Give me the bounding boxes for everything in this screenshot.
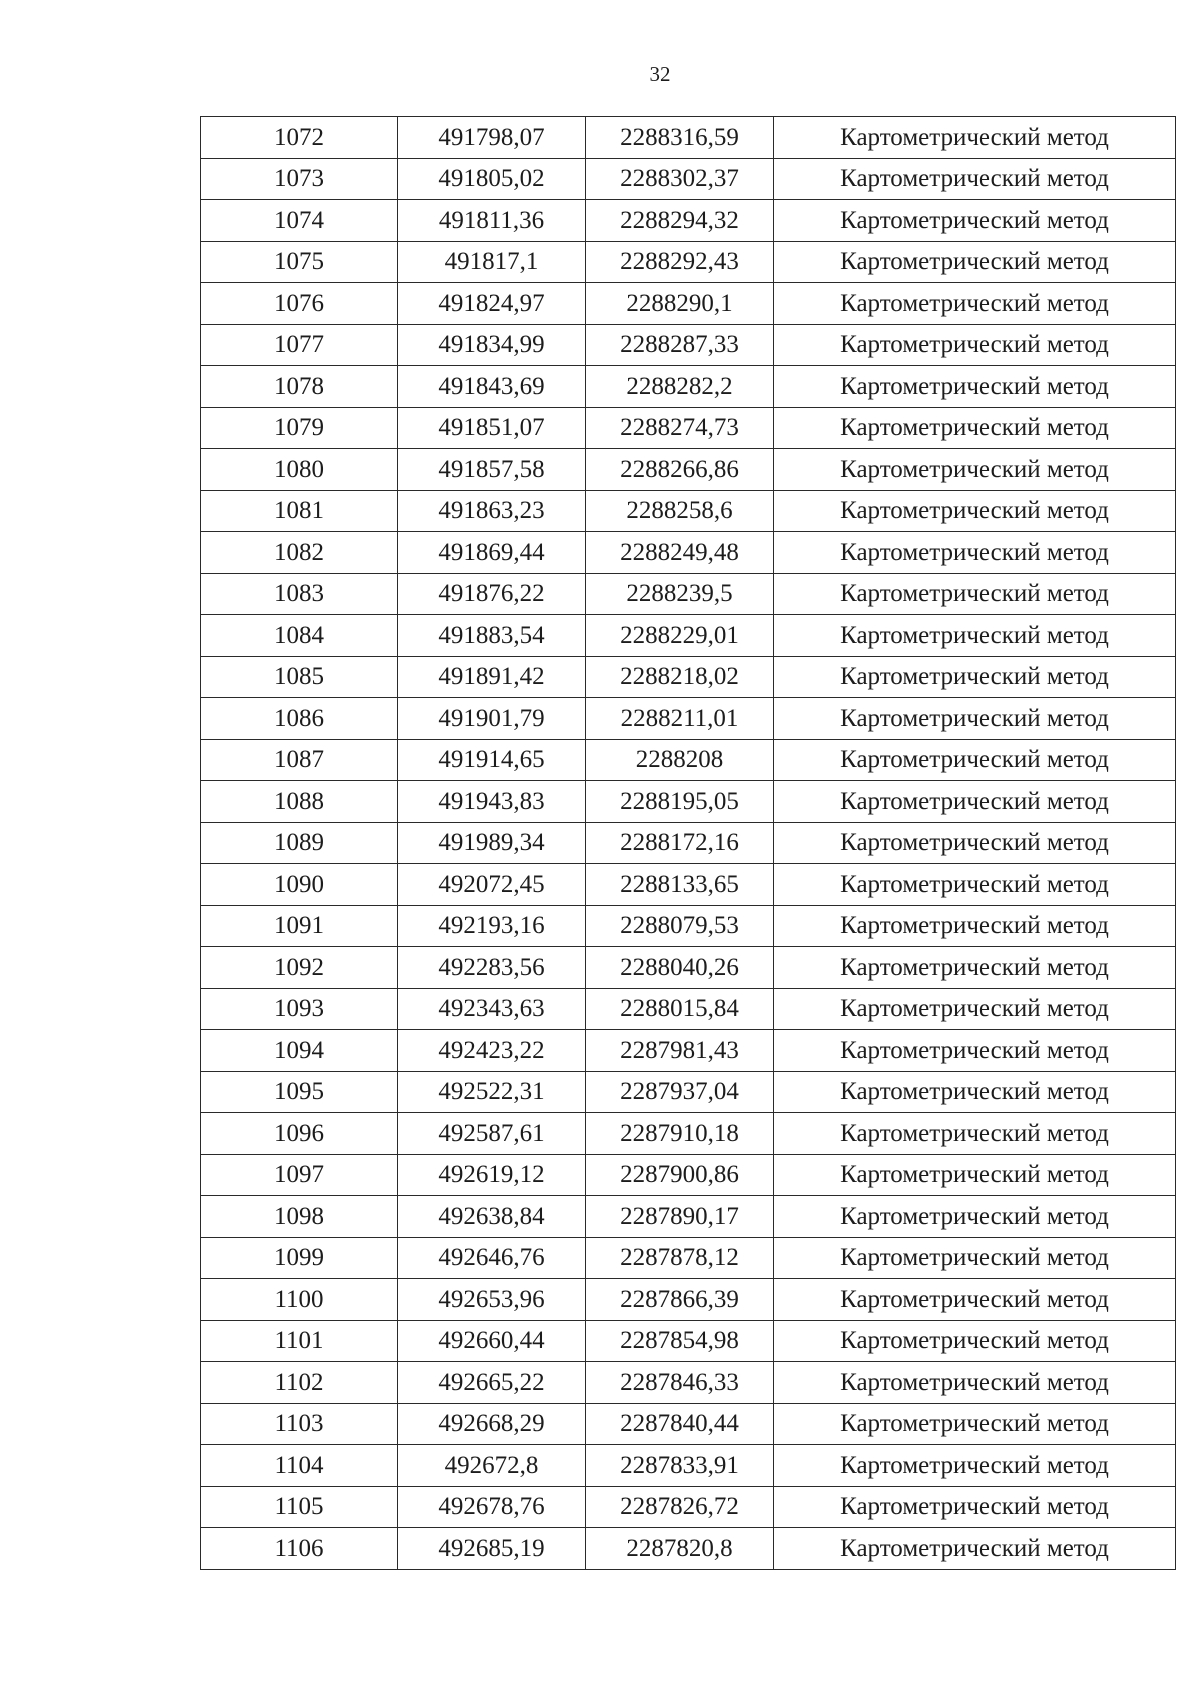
table-row — [201, 573, 1176, 615]
point-number-cell: 1092 — [201, 947, 398, 989]
y-coordinate-cell: 2287840,44 — [586, 1403, 774, 1445]
x-coordinate-cell: 492668,29 — [398, 1403, 586, 1445]
x-coordinate-cell: 492343,63 — [398, 988, 586, 1030]
x-coordinate-cell: 492619,12 — [398, 1154, 586, 1196]
method-cell: Картометрический метод — [774, 947, 1176, 989]
method-cell: Картометрический метод — [774, 407, 1176, 449]
y-coordinate-cell: 2288287,33 — [586, 324, 774, 366]
point-number-cell: 1076 — [201, 283, 398, 325]
coordinates-table — [200, 116, 1176, 1570]
x-coordinate-cell: 492685,19 — [398, 1528, 586, 1570]
table-row — [201, 490, 1176, 532]
point-number-cell: 1096 — [201, 1113, 398, 1155]
table-row — [201, 905, 1176, 947]
x-coordinate-cell: 491914,65 — [398, 739, 586, 781]
x-coordinate-cell: 491811,36 — [398, 200, 586, 242]
y-coordinate-cell: 2288290,1 — [586, 283, 774, 325]
method-cell: Картометрический метод — [774, 158, 1176, 200]
method-cell: Картометрический метод — [774, 864, 1176, 906]
table-row — [201, 407, 1176, 449]
x-coordinate-cell: 492522,31 — [398, 1071, 586, 1113]
table-row — [201, 615, 1176, 657]
point-number-cell: 1077 — [201, 324, 398, 366]
x-coordinate-cell: 491817,1 — [398, 241, 586, 283]
x-coordinate-cell: 491883,54 — [398, 615, 586, 657]
point-number-cell: 1105 — [201, 1486, 398, 1528]
x-coordinate-cell: 492646,76 — [398, 1237, 586, 1279]
y-coordinate-cell: 2287878,12 — [586, 1237, 774, 1279]
y-coordinate-cell: 2287937,04 — [586, 1071, 774, 1113]
method-cell: Картометрический метод — [774, 988, 1176, 1030]
method-cell: Картометрический метод — [774, 1196, 1176, 1238]
point-number-cell: 1087 — [201, 739, 398, 781]
x-coordinate-cell: 491805,02 — [398, 158, 586, 200]
point-number-cell: 1084 — [201, 615, 398, 657]
x-coordinate-cell: 492665,22 — [398, 1362, 586, 1404]
table-row — [201, 1154, 1176, 1196]
point-number-cell: 1097 — [201, 1154, 398, 1196]
x-coordinate-cell: 491824,97 — [398, 283, 586, 325]
method-cell: Картометрический метод — [774, 739, 1176, 781]
table-row — [201, 1237, 1176, 1279]
x-coordinate-cell: 491869,44 — [398, 532, 586, 574]
y-coordinate-cell: 2287910,18 — [586, 1113, 774, 1155]
method-cell: Картометрический метод — [774, 532, 1176, 574]
point-number-cell: 1088 — [201, 781, 398, 823]
x-coordinate-cell: 491798,07 — [398, 117, 586, 159]
table-row — [201, 781, 1176, 823]
method-cell: Картометрический метод — [774, 1528, 1176, 1570]
x-coordinate-cell: 492672,8 — [398, 1445, 586, 1487]
x-coordinate-cell: 491891,42 — [398, 656, 586, 698]
point-number-cell: 1072 — [201, 117, 398, 159]
method-cell: Картометрический метод — [774, 781, 1176, 823]
method-cell: Картометрический метод — [774, 1279, 1176, 1321]
point-number-cell: 1102 — [201, 1362, 398, 1404]
point-number-cell: 1091 — [201, 905, 398, 947]
point-number-cell: 1089 — [201, 822, 398, 864]
point-number-cell: 1086 — [201, 698, 398, 740]
table-row — [201, 283, 1176, 325]
table-row — [201, 1486, 1176, 1528]
method-cell: Картометрический метод — [774, 1113, 1176, 1155]
y-coordinate-cell: 2288266,86 — [586, 449, 774, 491]
y-coordinate-cell: 2288294,32 — [586, 200, 774, 242]
point-number-cell: 1095 — [201, 1071, 398, 1113]
y-coordinate-cell: 2287846,33 — [586, 1362, 774, 1404]
method-cell: Картометрический метод — [774, 822, 1176, 864]
y-coordinate-cell: 2287820,8 — [586, 1528, 774, 1570]
y-coordinate-cell: 2287854,98 — [586, 1320, 774, 1362]
x-coordinate-cell: 491857,58 — [398, 449, 586, 491]
method-cell: Картометрический метод — [774, 1237, 1176, 1279]
point-number-cell: 1083 — [201, 573, 398, 615]
table-row — [201, 1196, 1176, 1238]
point-number-cell: 1079 — [201, 407, 398, 449]
point-number-cell: 1081 — [201, 490, 398, 532]
table-row — [201, 1320, 1176, 1362]
table-row — [201, 822, 1176, 864]
y-coordinate-cell: 2288015,84 — [586, 988, 774, 1030]
x-coordinate-cell: 491876,22 — [398, 573, 586, 615]
point-number-cell: 1101 — [201, 1320, 398, 1362]
y-coordinate-cell: 2288249,48 — [586, 532, 774, 574]
table-row — [201, 449, 1176, 491]
page-number: 32 — [649, 62, 671, 86]
method-cell: Картометрический метод — [774, 656, 1176, 698]
method-cell: Картометрический метод — [774, 1362, 1176, 1404]
x-coordinate-cell: 491989,34 — [398, 822, 586, 864]
table-row — [201, 988, 1176, 1030]
point-number-cell: 1104 — [201, 1445, 398, 1487]
y-coordinate-cell: 2288258,6 — [586, 490, 774, 532]
y-coordinate-cell: 2287826,72 — [586, 1486, 774, 1528]
table-row — [201, 1403, 1176, 1445]
x-coordinate-cell: 492678,76 — [398, 1486, 586, 1528]
point-number-cell: 1099 — [201, 1237, 398, 1279]
x-coordinate-cell: 492660,44 — [398, 1320, 586, 1362]
x-coordinate-cell: 491851,07 — [398, 407, 586, 449]
method-cell: Картометрический метод — [774, 1154, 1176, 1196]
y-coordinate-cell: 2287866,39 — [586, 1279, 774, 1321]
point-number-cell: 1098 — [201, 1196, 398, 1238]
y-coordinate-cell: 2288292,43 — [586, 241, 774, 283]
table-row — [201, 241, 1176, 283]
x-coordinate-cell: 491843,69 — [398, 366, 586, 408]
method-cell: Картометрический метод — [774, 324, 1176, 366]
table-row — [201, 117, 1176, 159]
point-number-cell: 1082 — [201, 532, 398, 574]
method-cell: Картометрический метод — [774, 366, 1176, 408]
x-coordinate-cell: 492587,61 — [398, 1113, 586, 1155]
table-row — [201, 864, 1176, 906]
point-number-cell: 1103 — [201, 1403, 398, 1445]
method-cell: Картометрический метод — [774, 1320, 1176, 1362]
method-cell: Картометрический метод — [774, 1403, 1176, 1445]
x-coordinate-cell: 491901,79 — [398, 698, 586, 740]
coordinates-table-body — [201, 117, 1176, 1570]
x-coordinate-cell: 491943,83 — [398, 781, 586, 823]
table-row — [201, 200, 1176, 242]
y-coordinate-cell: 2288302,37 — [586, 158, 774, 200]
y-coordinate-cell: 2288172,16 — [586, 822, 774, 864]
x-coordinate-cell: 492653,96 — [398, 1279, 586, 1321]
method-cell: Картометрический метод — [774, 241, 1176, 283]
x-coordinate-cell: 491863,23 — [398, 490, 586, 532]
method-cell: Картометрический метод — [774, 283, 1176, 325]
point-number-cell: 1100 — [201, 1279, 398, 1321]
table-row — [201, 656, 1176, 698]
x-coordinate-cell: 491834,99 — [398, 324, 586, 366]
table-row — [201, 324, 1176, 366]
method-cell: Картометрический метод — [774, 1486, 1176, 1528]
point-number-cell: 1090 — [201, 864, 398, 906]
y-coordinate-cell: 2288239,5 — [586, 573, 774, 615]
y-coordinate-cell: 2288211,01 — [586, 698, 774, 740]
x-coordinate-cell: 492072,45 — [398, 864, 586, 906]
point-number-cell: 1106 — [201, 1528, 398, 1570]
y-coordinate-cell: 2287981,43 — [586, 1030, 774, 1072]
method-cell: Картометрический метод — [774, 573, 1176, 615]
y-coordinate-cell: 2288133,65 — [586, 864, 774, 906]
method-cell: Картометрический метод — [774, 1030, 1176, 1072]
x-coordinate-cell: 492423,22 — [398, 1030, 586, 1072]
method-cell: Картометрический метод — [774, 200, 1176, 242]
point-number-cell: 1074 — [201, 200, 398, 242]
table-row — [201, 1528, 1176, 1570]
y-coordinate-cell: 2288282,2 — [586, 366, 774, 408]
table-row — [201, 698, 1176, 740]
point-number-cell: 1094 — [201, 1030, 398, 1072]
method-cell: Картометрический метод — [774, 449, 1176, 491]
y-coordinate-cell: 2288316,59 — [586, 117, 774, 159]
y-coordinate-cell: 2288274,73 — [586, 407, 774, 449]
point-number-cell: 1073 — [201, 158, 398, 200]
point-number-cell: 1085 — [201, 656, 398, 698]
y-coordinate-cell: 2288218,02 — [586, 656, 774, 698]
point-number-cell: 1080 — [201, 449, 398, 491]
method-cell: Картометрический метод — [774, 1445, 1176, 1487]
table-row — [201, 739, 1176, 781]
point-number-cell: 1078 — [201, 366, 398, 408]
table-row — [201, 1071, 1176, 1113]
table-row — [201, 532, 1176, 574]
table-row — [201, 1362, 1176, 1404]
y-coordinate-cell: 2287833,91 — [586, 1445, 774, 1487]
y-coordinate-cell: 2287900,86 — [586, 1154, 774, 1196]
x-coordinate-cell: 492193,16 — [398, 905, 586, 947]
method-cell: Картометрический метод — [774, 905, 1176, 947]
y-coordinate-cell: 2287890,17 — [586, 1196, 774, 1238]
table-row — [201, 947, 1176, 989]
y-coordinate-cell: 2288208 — [586, 739, 774, 781]
y-coordinate-cell: 2288079,53 — [586, 905, 774, 947]
table-row — [201, 1030, 1176, 1072]
y-coordinate-cell: 2288040,26 — [586, 947, 774, 989]
y-coordinate-cell: 2288229,01 — [586, 615, 774, 657]
x-coordinate-cell: 492638,84 — [398, 1196, 586, 1238]
y-coordinate-cell: 2288195,05 — [586, 781, 774, 823]
point-number-cell: 1093 — [201, 988, 398, 1030]
method-cell: Картометрический метод — [774, 615, 1176, 657]
point-number-cell: 1075 — [201, 241, 398, 283]
table-row — [201, 1113, 1176, 1155]
method-cell: Картометрический метод — [774, 117, 1176, 159]
x-coordinate-cell: 492283,56 — [398, 947, 586, 989]
table-row — [201, 366, 1176, 408]
table-row — [201, 158, 1176, 200]
method-cell: Картометрический метод — [774, 698, 1176, 740]
method-cell: Картометрический метод — [774, 490, 1176, 532]
table-row — [201, 1279, 1176, 1321]
table-row — [201, 1445, 1176, 1487]
method-cell: Картометрический метод — [774, 1071, 1176, 1113]
